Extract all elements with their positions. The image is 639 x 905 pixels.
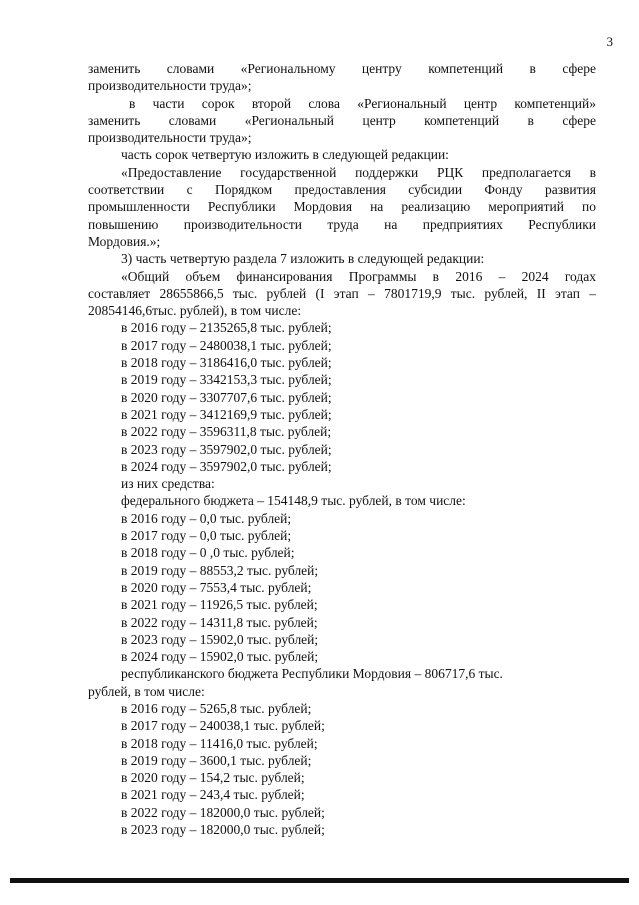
document-body bbox=[88, 60, 596, 838]
text-line: в 2017 году – 0,0 тыс. рублей; bbox=[121, 528, 292, 544]
text-line: в 2019 году – 3342153,3 тыс. рублей; bbox=[121, 372, 332, 388]
text-line: в 2017 году – 2480038,1 тыс. рублей; bbox=[121, 337, 332, 353]
text-line: составляет 28655866,5 тыс. рублей (I этап – 7801719,9 тыс. рублей, II этап – bbox=[88, 285, 596, 301]
text-line: Мордовия.»; bbox=[88, 233, 161, 249]
text-line: промышленности Республики Мордовия на реализацию мероприятий по bbox=[88, 199, 596, 215]
text-line: в 2017 году – 240038,1 тыс. рублей; bbox=[121, 718, 325, 734]
text-line: в 2016 году – 2135265,8 тыс. рублей; bbox=[121, 320, 332, 336]
text-line: в 2020 году – 154,2 тыс. рублей; bbox=[121, 770, 305, 786]
text-line: заменить словами «Региональному центру компетенций в сфере bbox=[88, 61, 596, 76]
text-line: в 2016 году – 0,0 тыс. рублей; bbox=[121, 510, 292, 526]
text-line: в 2024 году – 3597902,0 тыс. рублей; bbox=[121, 458, 332, 474]
text-line: в 2020 году – 7553,4 тыс. рублей; bbox=[121, 579, 312, 595]
text-line: соответствии с Порядком предоставления субсидии Фонду развития bbox=[88, 182, 596, 198]
text-line: в 2019 году – 88553,2 тыс. рублей; bbox=[121, 562, 319, 578]
text-line: республиканского бюджета Республики Мордовия – 806717,6 тыс. bbox=[121, 666, 503, 682]
text-line: в 2018 году – 11416,0 тыс. рублей; bbox=[121, 735, 318, 751]
bottom-rule bbox=[10, 878, 629, 883]
text-line: в 2022 году – 14311,8 тыс. рублей; bbox=[121, 614, 318, 630]
text-line: в 2018 году – 3186416,0 тыс. рублей; bbox=[121, 355, 332, 371]
text-line: в 2023 году – 3597902,0 тыс. рублей; bbox=[121, 441, 332, 457]
text-line: в 2018 году – 0 ,0 тыс. рублей; bbox=[121, 545, 295, 561]
page-number: 3 bbox=[606, 34, 613, 49]
text-line: в 2022 году – 182000,0 тыс. рублей; bbox=[121, 804, 325, 820]
text-line: производительности труда»; bbox=[88, 78, 252, 94]
text-line: в 2023 году – 15902,0 тыс. рублей; bbox=[121, 631, 319, 647]
text-line: производительности труда»; bbox=[88, 130, 252, 146]
text-line: в 2020 году – 3307707,6 тыс. рублей; bbox=[121, 389, 332, 405]
text-line: часть сорок четвертую изложить в следующей редакции: bbox=[121, 147, 449, 163]
text-line: из них средства: bbox=[121, 476, 215, 492]
text-line: «Предоставление государственной поддержки РЦК предполагается в bbox=[121, 164, 596, 180]
text-line: 20854146,6тыс. рублей), в том числе: bbox=[88, 303, 302, 319]
text-line: рублей, в том числе: bbox=[88, 683, 205, 699]
text-line: «Общий объем финансирования Программы в 2016 – 2024 годах bbox=[121, 268, 596, 284]
text-line: 3) часть четвертую раздела 7 изложить в следующей редакции: bbox=[121, 251, 485, 267]
text-line: в части сорок второй слова «Региональный центр компетенций» bbox=[129, 95, 596, 111]
text-line: в 2019 году – 3600,1 тыс. рублей; bbox=[121, 752, 312, 768]
text-line: в 2023 году – 182000,0 тыс. рублей; bbox=[121, 822, 325, 838]
text-line: в 2022 году – 3596311,8 тыс. рублей; bbox=[121, 424, 332, 440]
text-line: в 2024 году – 15902,0 тыс. рублей; bbox=[121, 649, 319, 665]
text-line: в 2021 году – 11926,5 тыс. рублей; bbox=[121, 597, 318, 613]
text-line: в 2016 году – 5265,8 тыс. рублей; bbox=[121, 700, 312, 716]
text-line: заменить словами «Региональный центр компетенций в сфере bbox=[88, 112, 596, 128]
text-line: в 2021 году – 3412169,9 тыс. рублей; bbox=[121, 406, 332, 422]
text-line: в 2021 году – 243,4 тыс. рублей; bbox=[121, 787, 305, 803]
text-line: федерального бюджета – 154148,9 тыс. рублей, в том числе: bbox=[121, 493, 466, 509]
text-line: повышению производительности труда на предприятиях Республики bbox=[88, 216, 596, 232]
